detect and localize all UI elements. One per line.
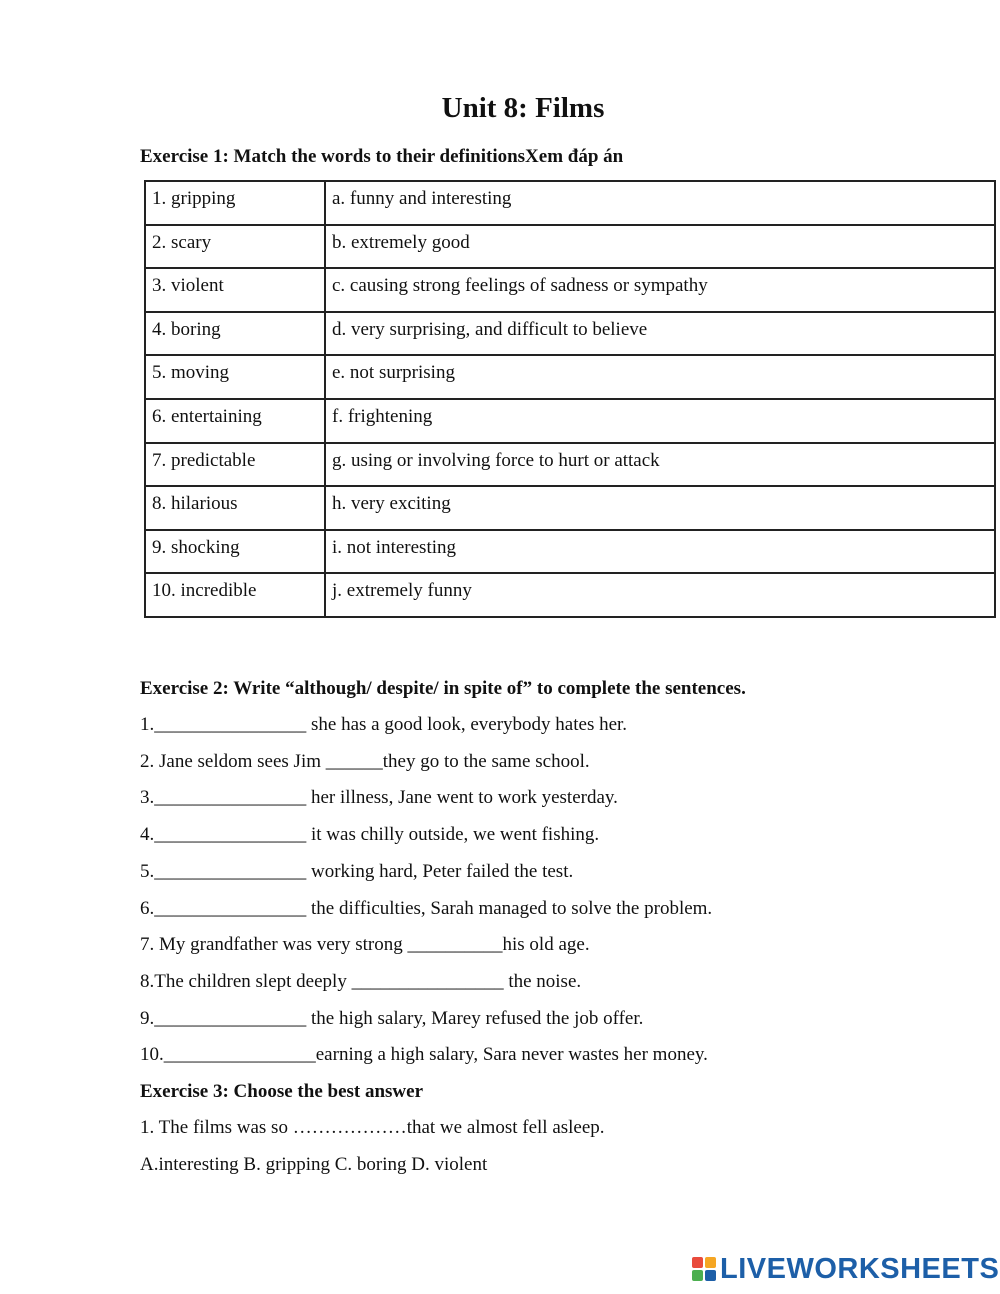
definition-cell: d. very surprising, and difficult to believe	[325, 312, 995, 356]
table-row	[145, 312, 995, 356]
definition-cell: f. frightening	[325, 399, 995, 443]
definition-cell: b. extremely good	[325, 225, 995, 269]
matching-table	[144, 180, 996, 618]
sentence-line: 6.________________ the difficulties, Sarah managed to solve the problem.	[140, 897, 713, 919]
sentence-line: 7. My grandfather was very strong __________his old age.	[140, 934, 590, 956]
definition-cell: e. not surprising	[325, 355, 995, 399]
word-cell: 1. gripping	[145, 181, 325, 225]
word-cell: 9. shocking	[145, 530, 325, 574]
word-cell: 10. incredible	[145, 573, 325, 617]
definition-cell: i. not interesting	[325, 530, 995, 574]
sentence-line: 4.________________ it was chilly outside, we went fishing.	[140, 824, 600, 846]
exercise3-question: 1. The films was so ………………that we almost fell asleep.	[140, 1117, 605, 1138]
exercise3-heading: Exercise 3: Choose the best answer	[140, 1081, 424, 1102]
table-row	[145, 181, 995, 225]
sentence-line: 2. Jane seldom sees Jim ______they go to the same school.	[140, 750, 590, 772]
table-row	[145, 443, 995, 487]
table-row	[145, 355, 995, 399]
sentence-line: 3.________________ her illness, Jane went to work yesterday.	[140, 787, 618, 809]
liveworksheets-logo	[692, 1254, 999, 1284]
exercise3-options: A.interesting B. gripping C. boring D. violent	[140, 1154, 488, 1175]
definition-cell: a. funny and interesting	[325, 181, 995, 225]
definition-cell: h. very exciting	[325, 486, 995, 530]
logo-icon	[692, 1257, 716, 1281]
sentence-line: 5.________________ working hard, Peter failed the test.	[140, 860, 574, 882]
sentence-line: 10.________________earning a high salary, Sara never wastes her money.	[140, 1044, 708, 1066]
word-cell: 6. entertaining	[145, 399, 325, 443]
page-title: Unit 8: Films	[441, 92, 605, 124]
definition-cell: j. extremely funny	[325, 573, 995, 617]
exercise2-heading: Exercise 2: Write “although/ despite/ in spite of” to complete the sentences.	[140, 678, 746, 699]
table-row	[145, 399, 995, 443]
exercise1-heading: Exercise 1: Match the words to their definitionsXem đáp án	[140, 146, 624, 167]
table-row	[145, 530, 995, 574]
word-cell: 5. moving	[145, 355, 325, 399]
table-row	[145, 225, 995, 269]
word-cell: 3. violent	[145, 268, 325, 312]
word-cell: 8. hilarious	[145, 486, 325, 530]
word-cell: 4. boring	[145, 312, 325, 356]
word-cell: 7. predictable	[145, 443, 325, 487]
definition-cell: c. causing strong feelings of sadness or sympathy	[325, 268, 995, 312]
table-row	[145, 486, 995, 530]
logo-text: LIVEWORKSHEETS	[720, 1252, 1000, 1285]
sentence-line: 9.________________ the high salary, Marey refused the job offer.	[140, 1007, 644, 1029]
sentence-line: 8.The children slept deeply ________________ the noise.	[140, 970, 582, 992]
table-row	[145, 268, 995, 312]
sentence-line: 1.________________ she has a good look, everybody hates her.	[140, 714, 628, 735]
definition-cell: g. using or involving force to hurt or attack	[325, 443, 995, 487]
word-cell: 2. scary	[145, 225, 325, 269]
table-row	[145, 573, 995, 617]
